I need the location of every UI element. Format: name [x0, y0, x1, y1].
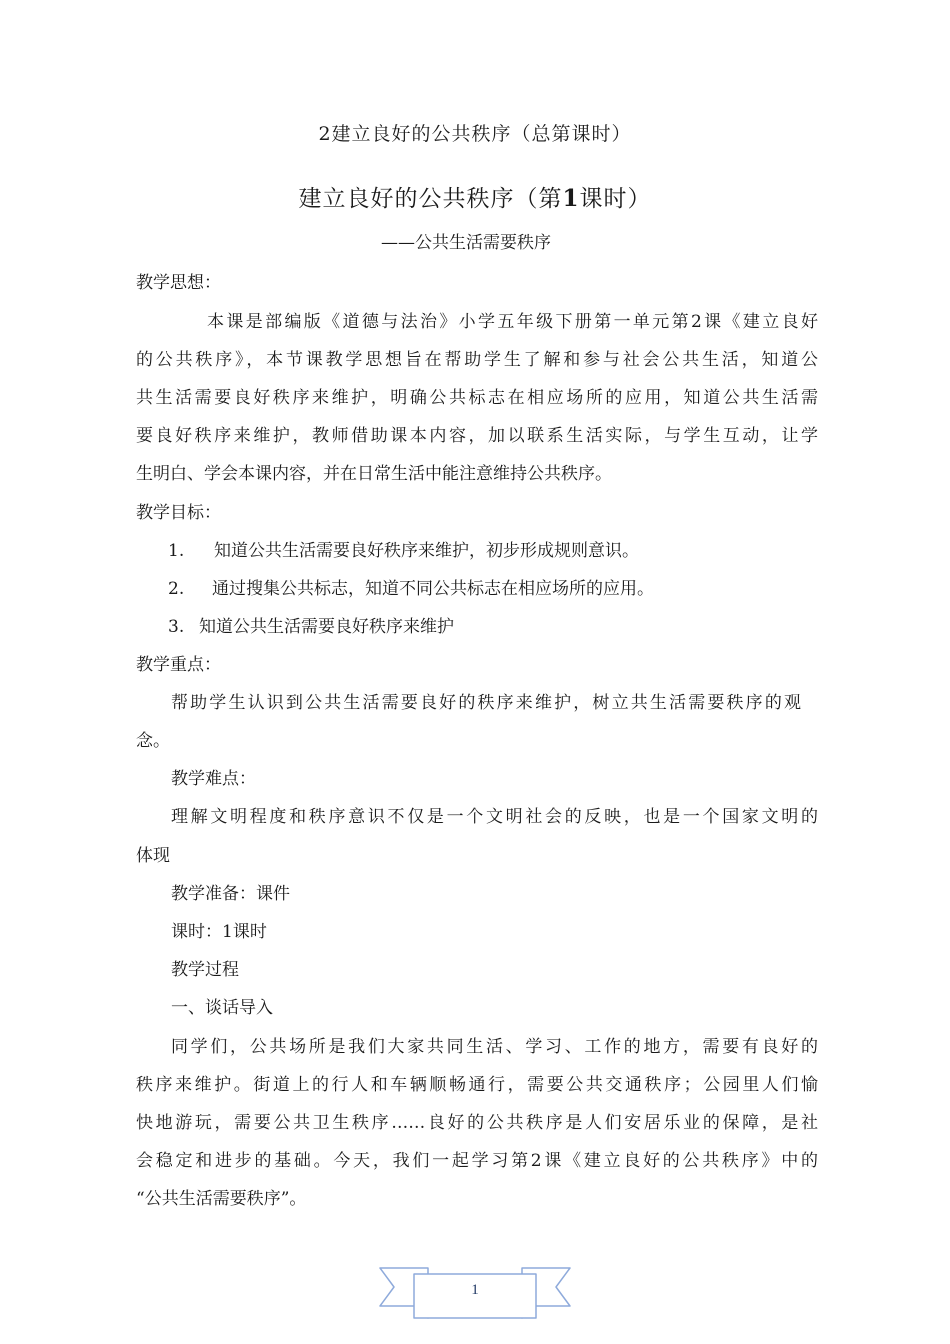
document-header-title: 2建立良好的公共秩序（总第课时）: [318, 123, 632, 145]
lesson-title-suffix: 课时）: [579, 186, 652, 212]
process-line: 会稳定和进步的基础。今天，我们一起学习第2课《建立良好的公共秩序》中的: [136, 1151, 818, 1171]
process-line: 同学们，公共场所是我们大家共同生活、学习、工作的地方，需要有良好的: [171, 1037, 818, 1057]
difficulties-line: 理解文明程度和秩序意识不仅是一个文明社会的反映，也是一个国家文明的: [171, 807, 818, 827]
goal-text: 知道公共生活需要良好秩序来维护，初步形成规则意识。: [214, 541, 639, 561]
thinking-heading: 教学思想：: [136, 273, 221, 293]
goal-text: 知道公共生活需要良好秩序来维护: [199, 617, 454, 637]
thinking-line: 本课是部编版《道德与法治》小学五年级下册第一单元第2课《建立良好: [207, 312, 818, 332]
preparation-text: 教学准备：课件: [171, 884, 290, 904]
goal-number: 1.: [168, 541, 185, 561]
lesson-subtitle: ——公共生活需要秩序: [381, 233, 551, 253]
difficulties-line: 体现: [136, 846, 170, 866]
goal-number: 2.: [168, 579, 185, 599]
page-number: 1: [471, 1282, 479, 1298]
thinking-line: 的公共秩序》，本节课教学思想旨在帮助学生了解和参与社会公共生活，知道公: [136, 350, 818, 370]
lesson-title-number: 1: [562, 185, 580, 212]
lesson-title-prefix: 建立良好的公共秩序（第: [298, 186, 563, 212]
lesson-title: [0, 185, 950, 212]
process-line: 秩序来维护。街道上的行人和车辆顺畅通行，需要公共交通秩序；公园里人们愉: [136, 1075, 818, 1095]
thinking-line: 共生活需要良好秩序来维护，明确公共标志在相应场所的应用，知道公共生活需: [136, 388, 818, 408]
process-line: 快地游玩，需要公共卫生秩序……良好的公共秩序是人们安居乐业的保障，是社: [136, 1113, 818, 1133]
thinking-line: 要良好秩序来维护，教师借助课本内容，加以联系生活实际，与学生互动，让学: [136, 426, 818, 446]
key-points-heading: 教学重点：: [136, 655, 221, 675]
page-footer: [378, 1262, 572, 1322]
periods-text: 课时：1课时: [171, 922, 267, 942]
goal-text: 通过搜集公共标志，知道不同公共标志在相应场所的应用。: [212, 579, 654, 599]
goal-number: 3.: [168, 617, 185, 637]
process-heading: 教学过程: [171, 960, 239, 980]
process-section-title: 一、谈话导入: [171, 998, 273, 1018]
process-line: “公共生活需要秩序”。: [136, 1189, 307, 1209]
thinking-line: 生明白、学会本课内容，并在日常生活中能注意维持公共秩序。: [136, 464, 612, 484]
key-points-line: 念。: [136, 731, 170, 751]
key-points-line: 帮助学生认识到公共生活需要良好的秩序来维护，树立共生活需要秩序的观: [171, 693, 801, 713]
goals-heading: 教学目标：: [136, 503, 221, 523]
difficulties-heading: 教学难点：: [171, 769, 256, 789]
